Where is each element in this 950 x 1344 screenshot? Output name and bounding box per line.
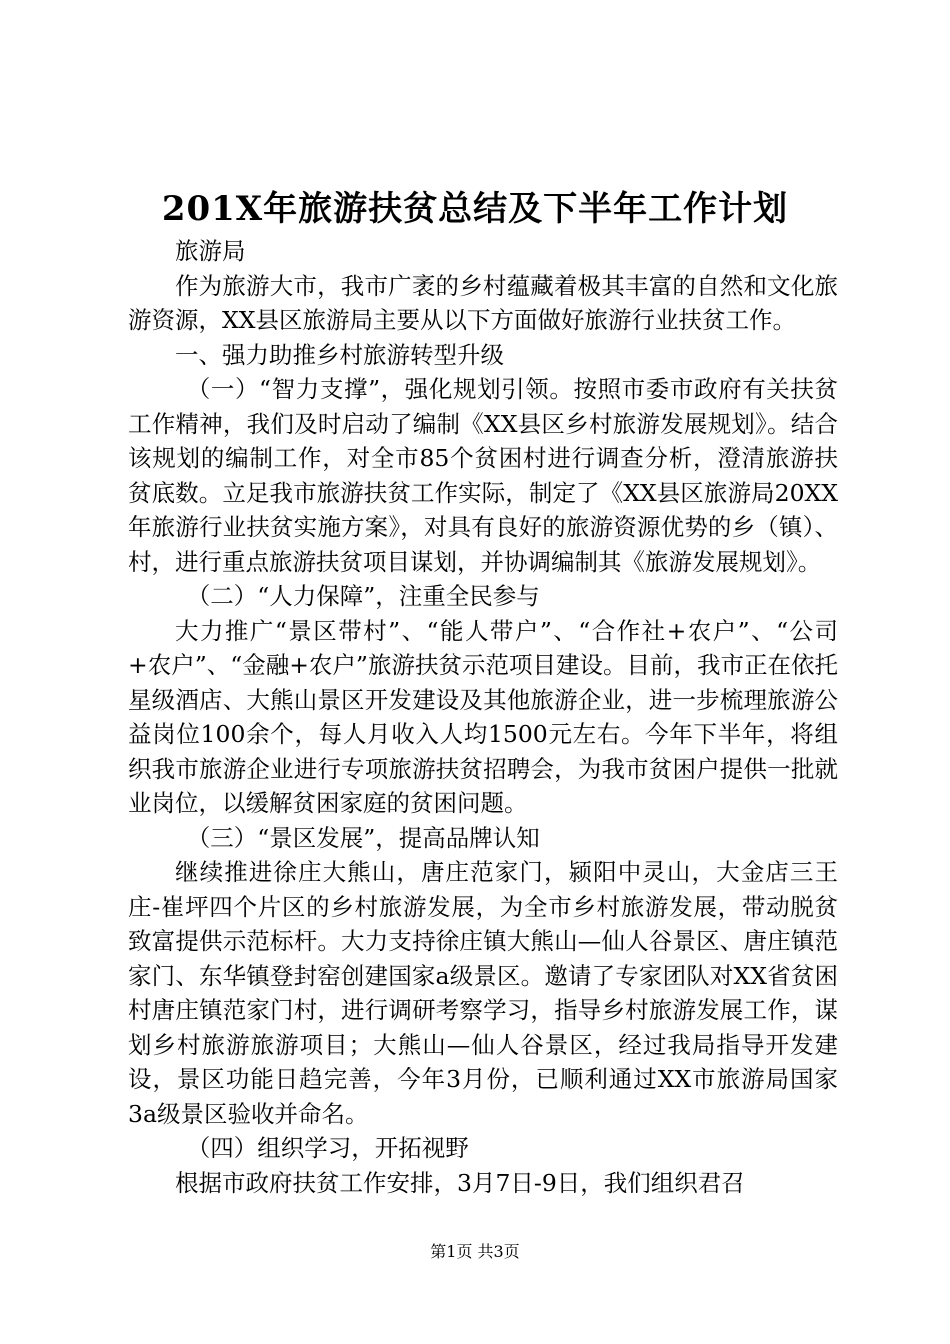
subsection-heading-1: （一）“智力支撑”，强化规划引领。按照市委市政府有关扶贫工作精神，我们及时启动了编制《XX县区乡村旅游发展规划》。结合该规划的编制工作，对全市85个贫困村进行调查分析，澄清旅游扶贫底数。立足我市旅游扶贫工作实际，制定了《XX县区旅游局20XX年旅游行业扶贫实施方案》，对具有良好的旅游资源优势的乡（镇）、村，进行重点旅游扶贫项目谋划，并协调编制其《旅游发展规划》。 (128, 375, 838, 576)
paragraph-4: 根据市政府扶贫工作安排，3月7日-9日，我们组织君召 (175, 1168, 745, 1197)
document-title: 201X年旅游扶贫总结及下半年工作计划 (161, 189, 789, 229)
subsection-heading-4: （四）组织学习，开拓视野 (186, 1134, 469, 1162)
paragraph-2: 大力推广“景区带村”、“能人带户”、“合作社+农户”、“公司+农户”、“金融+农户”旅游扶贫示范项目建设。目前，我市正在依托星级酒店、大熊山景区开发建设及其他旅游企业，进一步梳理旅游公益岗位100余个，每人月收入人均1500元左右。今年下半年，将组织我市旅游企业进行专项旅游扶贫招聘会，为我市贫困户提供一批就业岗位，以缓解贫困家庭的贫困问题。 (128, 616, 838, 817)
subsection-heading-3: （三）“景区发展”，提高品牌认知 (186, 823, 540, 852)
page-footer: 第1页 共3页 (430, 1242, 520, 1261)
paragraph-3: 继续推进徐庄大熊山，唐庄范家门，颍阳中灵山，大金店三王庄-崔坪四个片区的乡村旅游发展，为全市乡村旅游发展，带动脱贫致富提供示范标杆。大力支持徐庄镇大熊山—仙人谷景区、唐庄镇范家门、东华镇登封窑创建国家a级景区。邀请了专家团队对XX省贫困村唐庄镇范家门村，进行调研考察学习，指导乡村旅游发展工作，谋划乡村旅游旅游项目；大熊山—仙人谷景区，经过我局指导开发建设，景区功能日趋完善，今年3月份，已顺利通过XX市旅游局国家3a级景区验收并命名。 (128, 858, 838, 1128)
author-line: 旅游局 (175, 237, 246, 265)
subsection-heading-2: （二）“人力保障”，注重全民参与 (186, 582, 540, 610)
paragraph-intro: 作为旅游大市，我市广袤的乡村蕴藏着极其丰富的自然和文化旅游资源，XX县区旅游局主要从以下方面做好旅游行业扶贫工作。 (128, 271, 838, 334)
document-body (128, 234, 838, 1200)
section-heading-1: 一、强力助推乡村旅游转型升级 (175, 340, 504, 369)
